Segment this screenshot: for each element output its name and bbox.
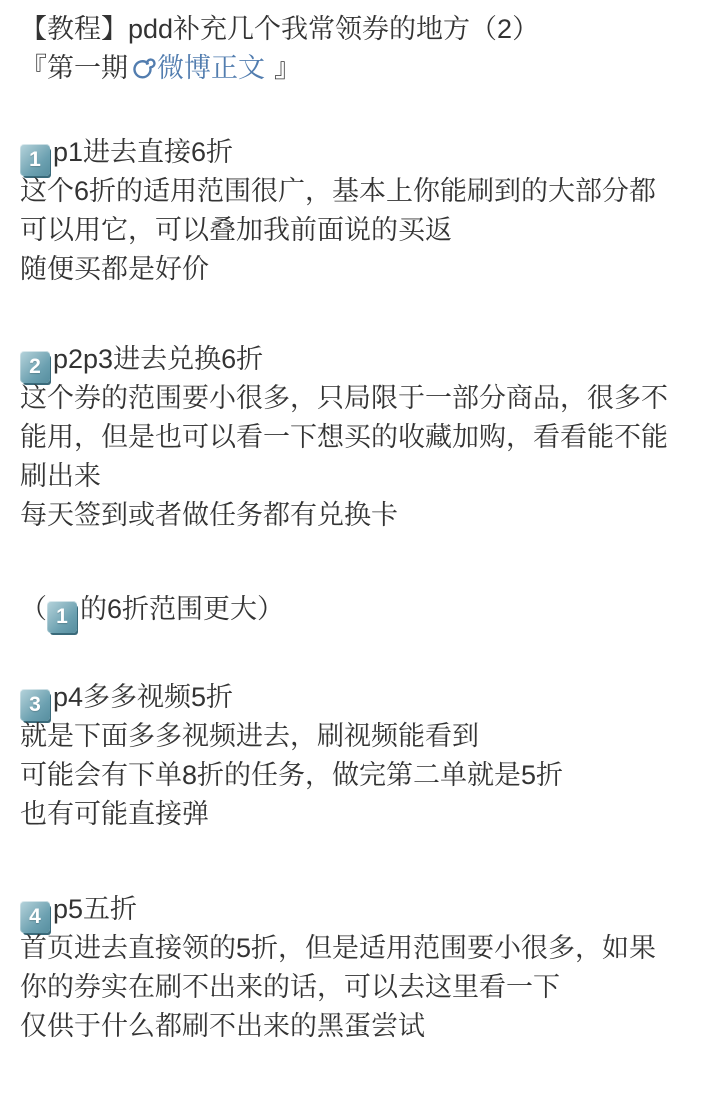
post-title: 【教程】pdd补充几个我常领券的地方（2） bbox=[20, 14, 540, 44]
weibo-article-link[interactable] bbox=[128, 53, 265, 83]
section-3-line: 也有可能直接弹 bbox=[20, 799, 209, 829]
spacer bbox=[20, 88, 696, 133]
section-4-line: 仅供于什么都刷不出来的黑蛋尝试 bbox=[20, 1011, 425, 1041]
keycap-1-icon: 1 bbox=[20, 144, 50, 176]
link-icon bbox=[130, 55, 156, 81]
subtitle-prefix: 『第一期 bbox=[20, 53, 128, 83]
section-2-line: 每天签到或者做任务都有兑换卡 bbox=[20, 500, 398, 530]
section-2-line: 能用，但是也可以看一下想买的收藏加购，看看能不能 bbox=[20, 422, 668, 452]
spacer bbox=[20, 629, 696, 678]
spacer bbox=[20, 535, 696, 590]
keycap-4-icon: 4 bbox=[20, 901, 50, 933]
section-2-heading-text: p2p3进去兑换6折 bbox=[53, 344, 264, 374]
section-4-line: 你的券实在刷不出来的话，可以去这里看一下 bbox=[20, 972, 560, 1002]
note-suffix: 的6折范围更大） bbox=[80, 594, 285, 624]
section-3-heading bbox=[20, 678, 696, 717]
section-4-heading-text: p5五折 bbox=[53, 894, 138, 924]
section-2-line: 这个券的范围要小很多，只局限于一部分商品，很多不 bbox=[20, 383, 668, 413]
section-1-heading bbox=[20, 133, 696, 172]
section-3-line: 可能会有下单8折的任务，做完第二单就是5折 bbox=[20, 760, 564, 790]
post-subtitle bbox=[20, 49, 696, 88]
section-3-heading-text: p4多多视频5折 bbox=[53, 682, 234, 712]
subtitle-suffix: 』 bbox=[274, 53, 301, 83]
section-1-heading-text: p1进去直接6折 bbox=[53, 137, 234, 167]
keycap-1-icon: 1 bbox=[47, 601, 77, 633]
section-3-line: 就是下面多多视频进去，刷视频能看到 bbox=[20, 721, 479, 751]
spacer bbox=[20, 834, 696, 890]
section-4-line: 首页进去直接领的5折，但是适用范围要小很多，如果 bbox=[20, 933, 657, 963]
keycap-2-icon: 2 bbox=[20, 351, 50, 383]
section-1-line: 可以用它，可以叠加我前面说的买返 bbox=[20, 215, 452, 245]
spacer bbox=[20, 289, 696, 340]
section-2-line: 刷出来 bbox=[20, 461, 101, 491]
section-2-heading bbox=[20, 340, 696, 379]
section-1-line: 随便买都是好价 bbox=[20, 254, 209, 284]
keycap-3-icon: 3 bbox=[20, 689, 50, 721]
section-4-heading bbox=[20, 890, 696, 929]
note-prefix: （ bbox=[20, 594, 47, 624]
weibo-link-label: 微博正文 bbox=[157, 53, 265, 83]
section-1-line: 这个6折的适用范围很广，基本上你能刷到的大部分都 bbox=[20, 176, 657, 206]
note-line bbox=[20, 590, 696, 629]
